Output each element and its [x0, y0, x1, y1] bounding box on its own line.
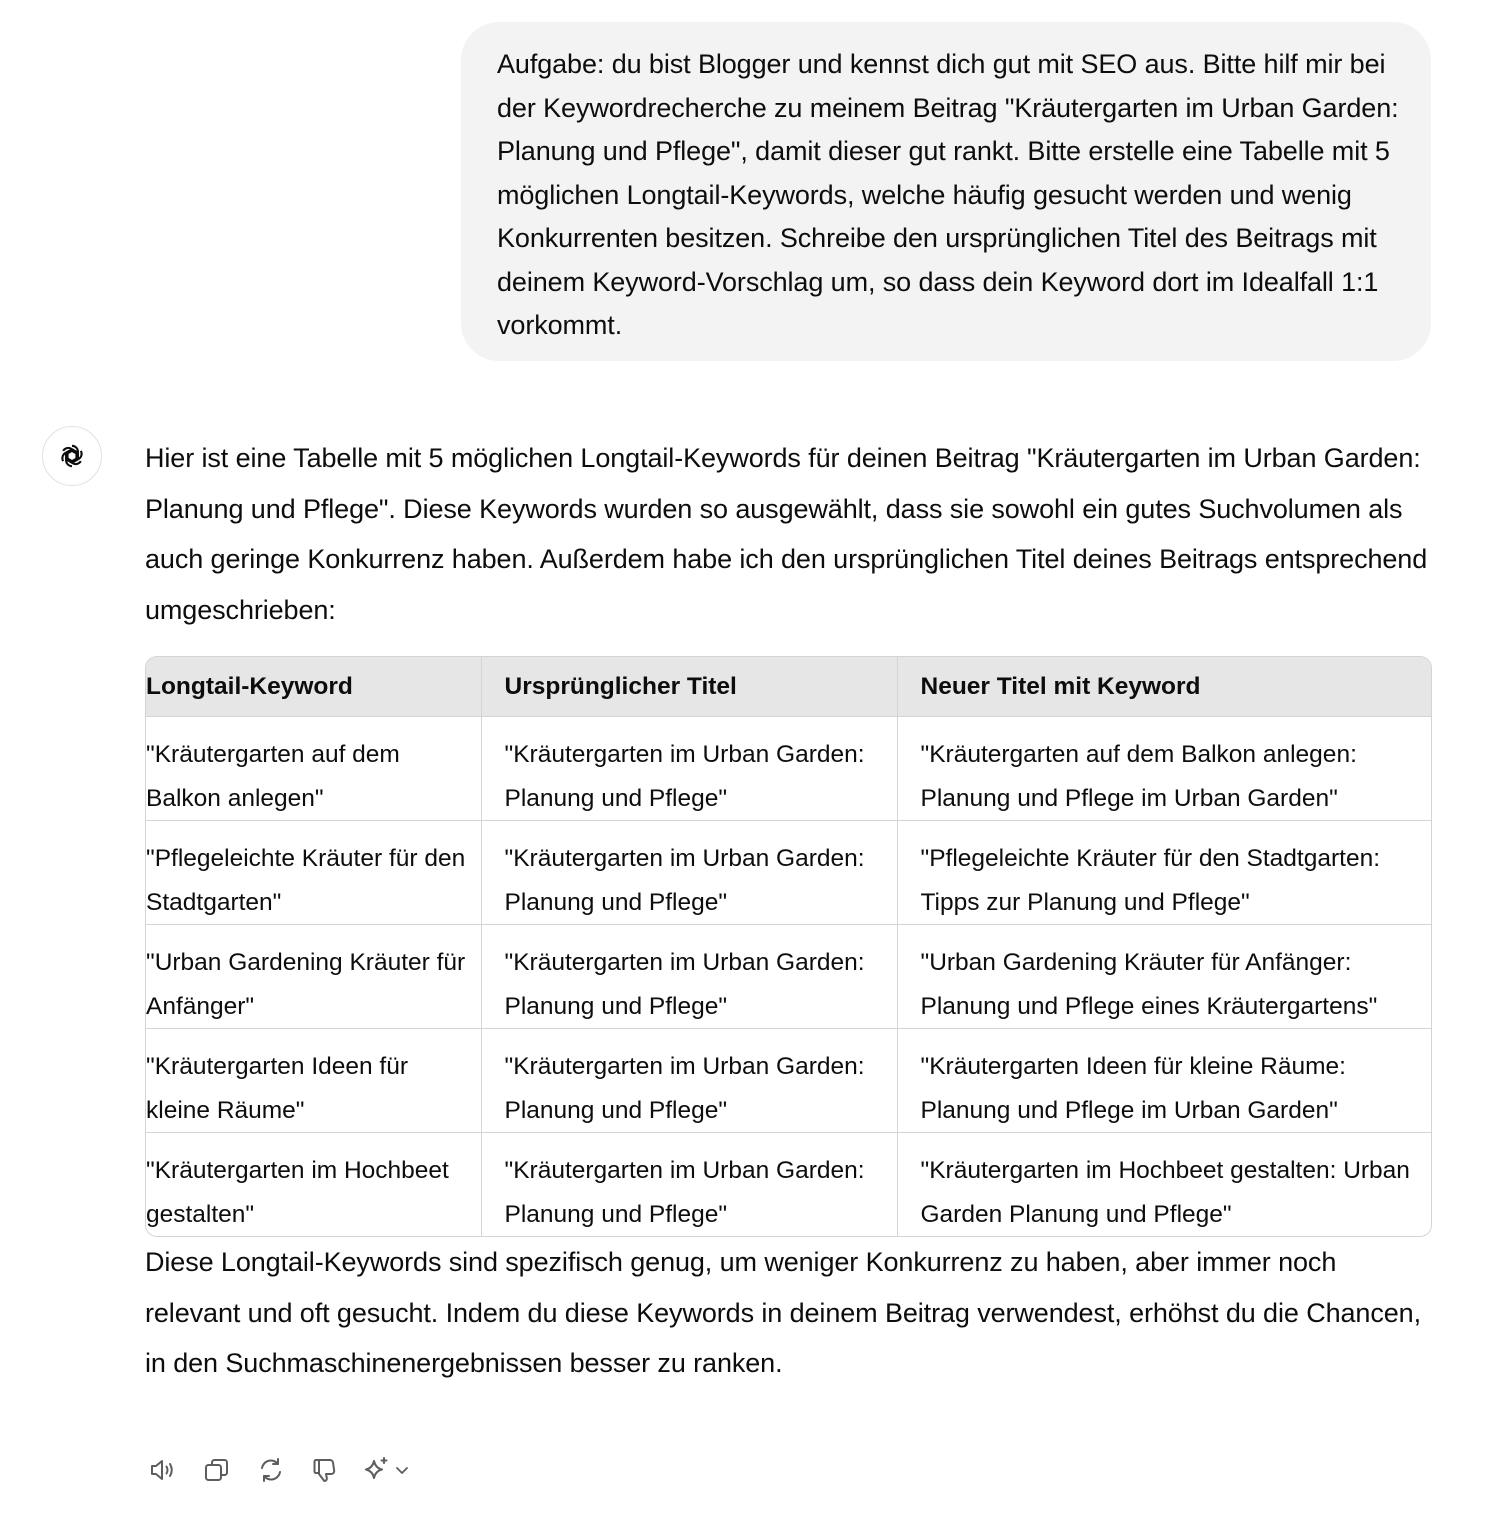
- message-actions: [145, 1452, 411, 1488]
- table-cell: "Urban Gardening Kräuter für Anfänger": [146, 925, 481, 1029]
- table-header-cell: Longtail-Keyword: [146, 657, 481, 717]
- table-row: [146, 1029, 1431, 1133]
- bad-response-button[interactable]: [307, 1452, 343, 1488]
- table-row: [146, 925, 1431, 1029]
- regenerate-icon: [256, 1455, 286, 1485]
- user-message-bubble: [461, 22, 1431, 361]
- thumbs-down-icon: [310, 1455, 340, 1485]
- table-cell: "Kräutergarten im Urban Garden: Planung und Pflege": [481, 1133, 897, 1237]
- copy-icon: [202, 1455, 232, 1485]
- table-header-row: [146, 657, 1431, 717]
- openai-logo-icon: [55, 439, 89, 473]
- table-cell: "Kräutergarten im Urban Garden: Planung und Pflege": [481, 717, 897, 821]
- switch-model-button[interactable]: [361, 1455, 411, 1485]
- sparkle-icon: [361, 1455, 391, 1485]
- table-cell: "Kräutergarten Ideen für kleine Räume: Planung und Pflege im Urban Garden": [897, 1029, 1431, 1133]
- speaker-icon: [148, 1455, 178, 1485]
- copy-button[interactable]: [199, 1452, 235, 1488]
- table-row: [146, 717, 1431, 821]
- regenerate-button[interactable]: [253, 1452, 289, 1488]
- table-cell: "Kräutergarten auf dem Balkon anlegen": [146, 717, 481, 821]
- table-cell: "Kräutergarten im Urban Garden: Planung und Pflege": [481, 821, 897, 925]
- chevron-down-icon: [393, 1461, 411, 1479]
- table-cell: "Kräutergarten im Urban Garden: Planung und Pflege": [481, 925, 897, 1029]
- table-row: [146, 821, 1431, 925]
- table-cell: "Pflegeleichte Kräuter für den Stadtgarten: Tipps zur Planung und Pflege": [897, 821, 1431, 925]
- table-row: [146, 1133, 1431, 1237]
- table-cell: "Kräutergarten im Urban Garden: Planung und Pflege": [481, 1029, 897, 1133]
- table-cell: "Kräutergarten auf dem Balkon anlegen: Planung und Pflege im Urban Garden": [897, 717, 1431, 821]
- keyword-table: [145, 656, 1432, 1237]
- table-cell: "Kräutergarten Ideen für kleine Räume": [146, 1029, 481, 1133]
- table-header-cell: Ursprünglicher Titel: [481, 657, 897, 717]
- assistant-message: [145, 433, 1432, 1389]
- assistant-avatar: [42, 426, 102, 486]
- read-aloud-button[interactable]: [145, 1452, 181, 1488]
- table-cell: "Kräutergarten im Hochbeet gestalten": [146, 1157, 449, 1228]
- assistant-outro: Diese Longtail-Keywords sind spezifisch genug, um weniger Konkurrenz zu haben, aber immer noch relevant und oft gesucht. Indem du diese Keywords in deinem Beitrag verwendest, erhöhst du die Chancen, in den Suchmaschinenergebnissen besser zu ranken.: [145, 1247, 1421, 1378]
- table-cell: "Urban Gardening Kräuter für Anfänger: Planung und Pflege eines Kräutergartens": [897, 925, 1431, 1029]
- table-cell: "Pflegeleichte Kräuter für den Stadtgarten": [146, 821, 481, 925]
- table-header-cell: Neuer Titel mit Keyword: [897, 657, 1431, 717]
- assistant-intro: Hier ist eine Tabelle mit 5 möglichen Longtail-Keywords für deinen Beitrag "Kräutergarten im Urban Garden: Planung und Pflege". Diese Keywords wurden so ausgewählt, dass sie sowohl ein gutes Suchvolumen als auch geringe Konkurrenz haben. Außerdem habe ich den ursprünglichen Titel deines Beitrags entsprechend umgeschrieben:: [145, 443, 1428, 625]
- table-cell: "Kräutergarten im Hochbeet gestalten: Urban Garden Planung und Pflege": [897, 1133, 1431, 1237]
- user-message-text: Aufgabe: du bist Blogger und kennst dich gut mit SEO aus. Bitte hilf mir bei der Keywordrecherche zu meinem Beitrag "Kräutergarten im Urban Garden: Planung und Pflege", damit dieser gut rankt. Bitte erstelle eine Tabelle mit 5 möglichen Longtail-Keywords, welche häufig gesucht werden und wenig Konkurrenten besitzen. Schreibe den ursprünglichen Titel des Beitrags mit deinem Keyword-Vorschlag um, so dass dein Keyword dort im Idealfall 1:1 vorkommt.: [497, 49, 1399, 340]
